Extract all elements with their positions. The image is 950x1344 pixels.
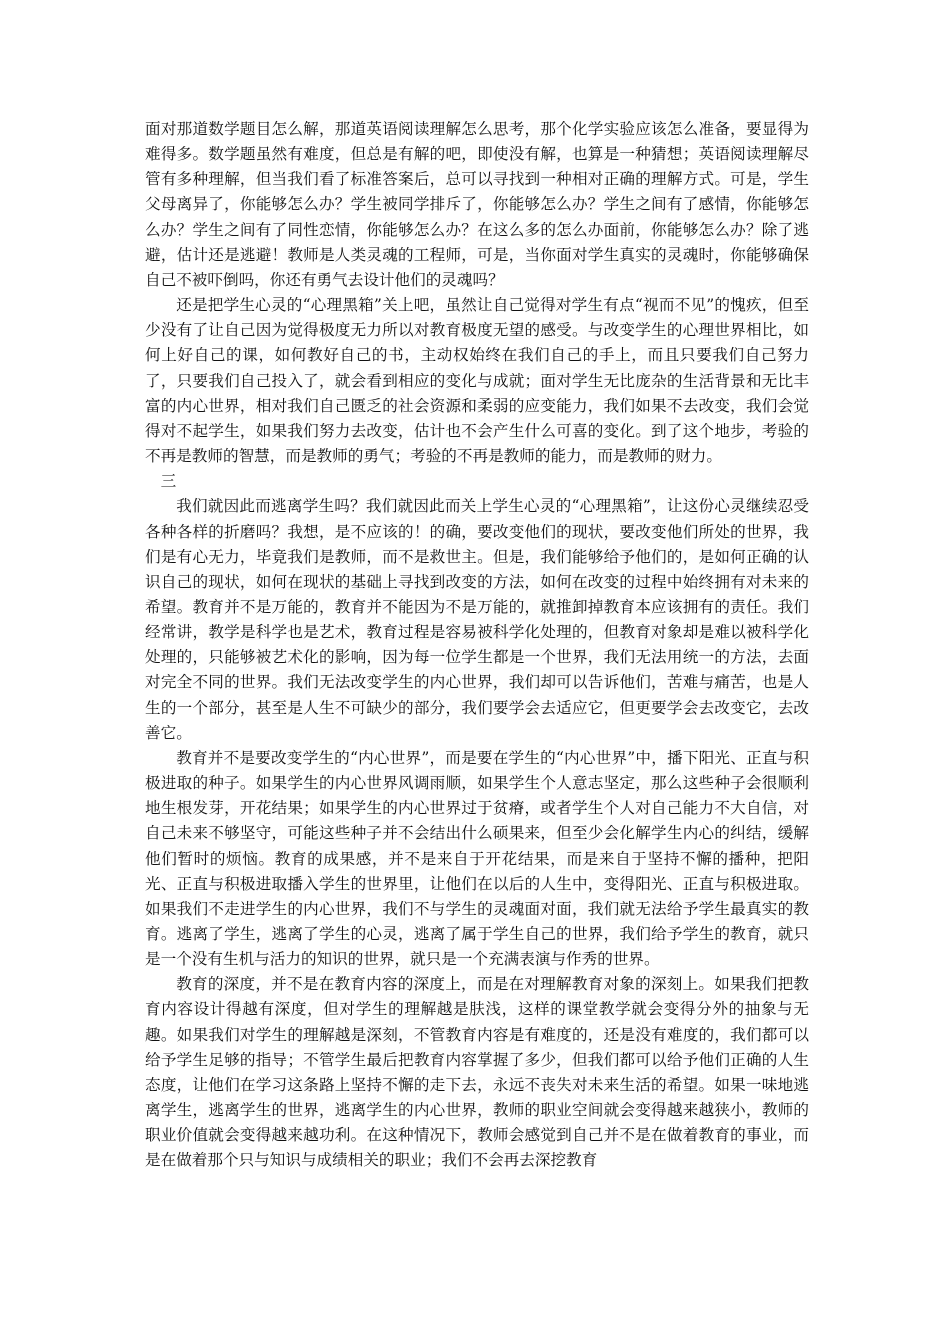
section-heading-three: 三 — [160, 472, 177, 491]
paragraph-2: 还是把学生心灵的“心理黑箱”关上吧，虽然让自己觉得对学生有点“视而不见”的愧疚，但至少没有了让自己因为觉得极度无力所以对教育极度无望的感受。与改变学生的心理世界相比，如何上好自己的课，如何教好自己的书，主动权始终在我们自己的手上，而且只要我们自己努力了，只要我们自己投入了，就会看到相应的变化与成就；面对学生无比庞杂的生活背景和无比丰富的内心世界，相对我们自己匮乏的社会资源和柔弱的应变能力，我们如果不去改变，我们会觉得对不起学生，如果我们努力去改变，估计也不会产生什么可喜的变化。到了这个地步，考验的不再是教师的智慧，而是教师的勇气；考验的不再是教师的能力，而是教师的财力。 — [145, 296, 809, 466]
paragraph-3: 我们就因此而逃离学生吗？我们就因此而关上学生心灵的“心理黑箱”，让这份心灵继续忍受各种各样的折磨吗？我想，是不应该的！的确，要改变他们的现状，要改变他们所处的世界，我们是有心无力，毕竟我们是教师，而不是救世主。但是，我们能够给予他们的，是如何正确的认识自己的现状，如何在现状的基础上寻找到改变的方法，如何在改变的过程中始终拥有对未来的希望。教育并不是万能的，教育并不能因为不是万能的，就推卸掉教育本应该拥有的责任。我们经常讲，教学是科学也是艺术，教育过程是容易被科学化处理的，但教育对象却是难以被科学化处理的，只能够被艺术化的影响，因为每一位学生都是一个世界，我们无法用统一的方法，去面对完全不同的世界。我们无法改变学生的内心世界，我们却可以告诉他们，苦难与痛苦，也是人生的一个部分，甚至是人生不可缺少的部分，我们要学会去适应它，但更要学会去改变它，去改善它。 — [145, 497, 809, 742]
paragraph-5: 教育的深度，并不是在教育内容的深度上，而是在对理解教育对象的深刻上。如果我们把教育内容设计得越有深度，但对学生的理解越是肤浅，这样的课堂教学就会变得分外的抽象与无趣。如果我们对学生的理解越是深刻，不管教育内容是有难度的，还是没有难度的，我们都可以给予学生足够的指导；不管学生最后把教育内容掌握了多少，但我们都可以给予他们正确的人生态度，让他们在学习这条路上坚持不懈的走下去，永远不丧失对未来生活的希望。如果一味地逃离学生，逃离学生的世界，逃离学生的内心世界，教师的职业空间就会变得越来越狭小，教师的职业价值就会变得越来越功利。在这种情况下，教师会感觉到自己并不是在做着教育的事业，而是在做着那个只与知识与成绩相关的职业；我们不会再去深挖教育 — [145, 975, 809, 1170]
paragraph-1: 面对那道数学题目怎么解，那道英语阅读理解怎么思考，那个化学实验应该怎么准备，要显得为难得多。数学题虽然有难度，但总是有解的吧，即使没有解，也算是一种猜想；英语阅读理解尽管有多种理解，但当我们看了标准答案后，总可以寻找到一种相对正确的理解方式。可是，学生父母离异了，你能够怎么办？学生被同学排斥了，你能够怎么办？学生之间有了感情，你能够怎么办？学生之间有了同性恋情，你能够怎么办？在这么多的怎么办面前，你能够怎么办？除了逃避，估计还是逃避！教师是人类灵魂的工程师，可是，当你面对学生真实的灵魂时，你能够确保自己不被吓倒吗，你还有勇气去设计他们的灵魂吗？ — [145, 120, 809, 289]
paragraph-4: 教育并不是要改变学生的“内心世界”，而是要在学生的“内心世界”中，播下阳光、正直与积极进取的种子。如果学生的内心世界风调雨顺，如果学生个人意志坚定，那么这些种子会很顺利地生根发芽，开花结果；如果学生的内心世界过于贫瘠，或者学生个人对自己能力不大自信，对自己未来不够坚守，可能这些种子并不会结出什么硕果来，但至少会化解学生内心的纠结，缓解他们暂时的烦恼。教育的成果感，并不是来自于开花结果，而是来自于坚持不懈的播种，把阳光、正直与积极进取播入学生的世界里，让他们在以后的人生中，变得阳光、正直与积极进取。如果我们不走进学生的内心世界，我们不与学生的灵魂面对面，我们就无法给予学生最真实的教育。逃离了学生，逃离了学生的心灵，逃离了属于学生自己的世界，我们给予学生的教育，就只是一个没有生机与活力的知识的世界，就只是一个充满表演与作秀的世界。 — [145, 748, 809, 969]
document-body — [145, 117, 809, 1174]
